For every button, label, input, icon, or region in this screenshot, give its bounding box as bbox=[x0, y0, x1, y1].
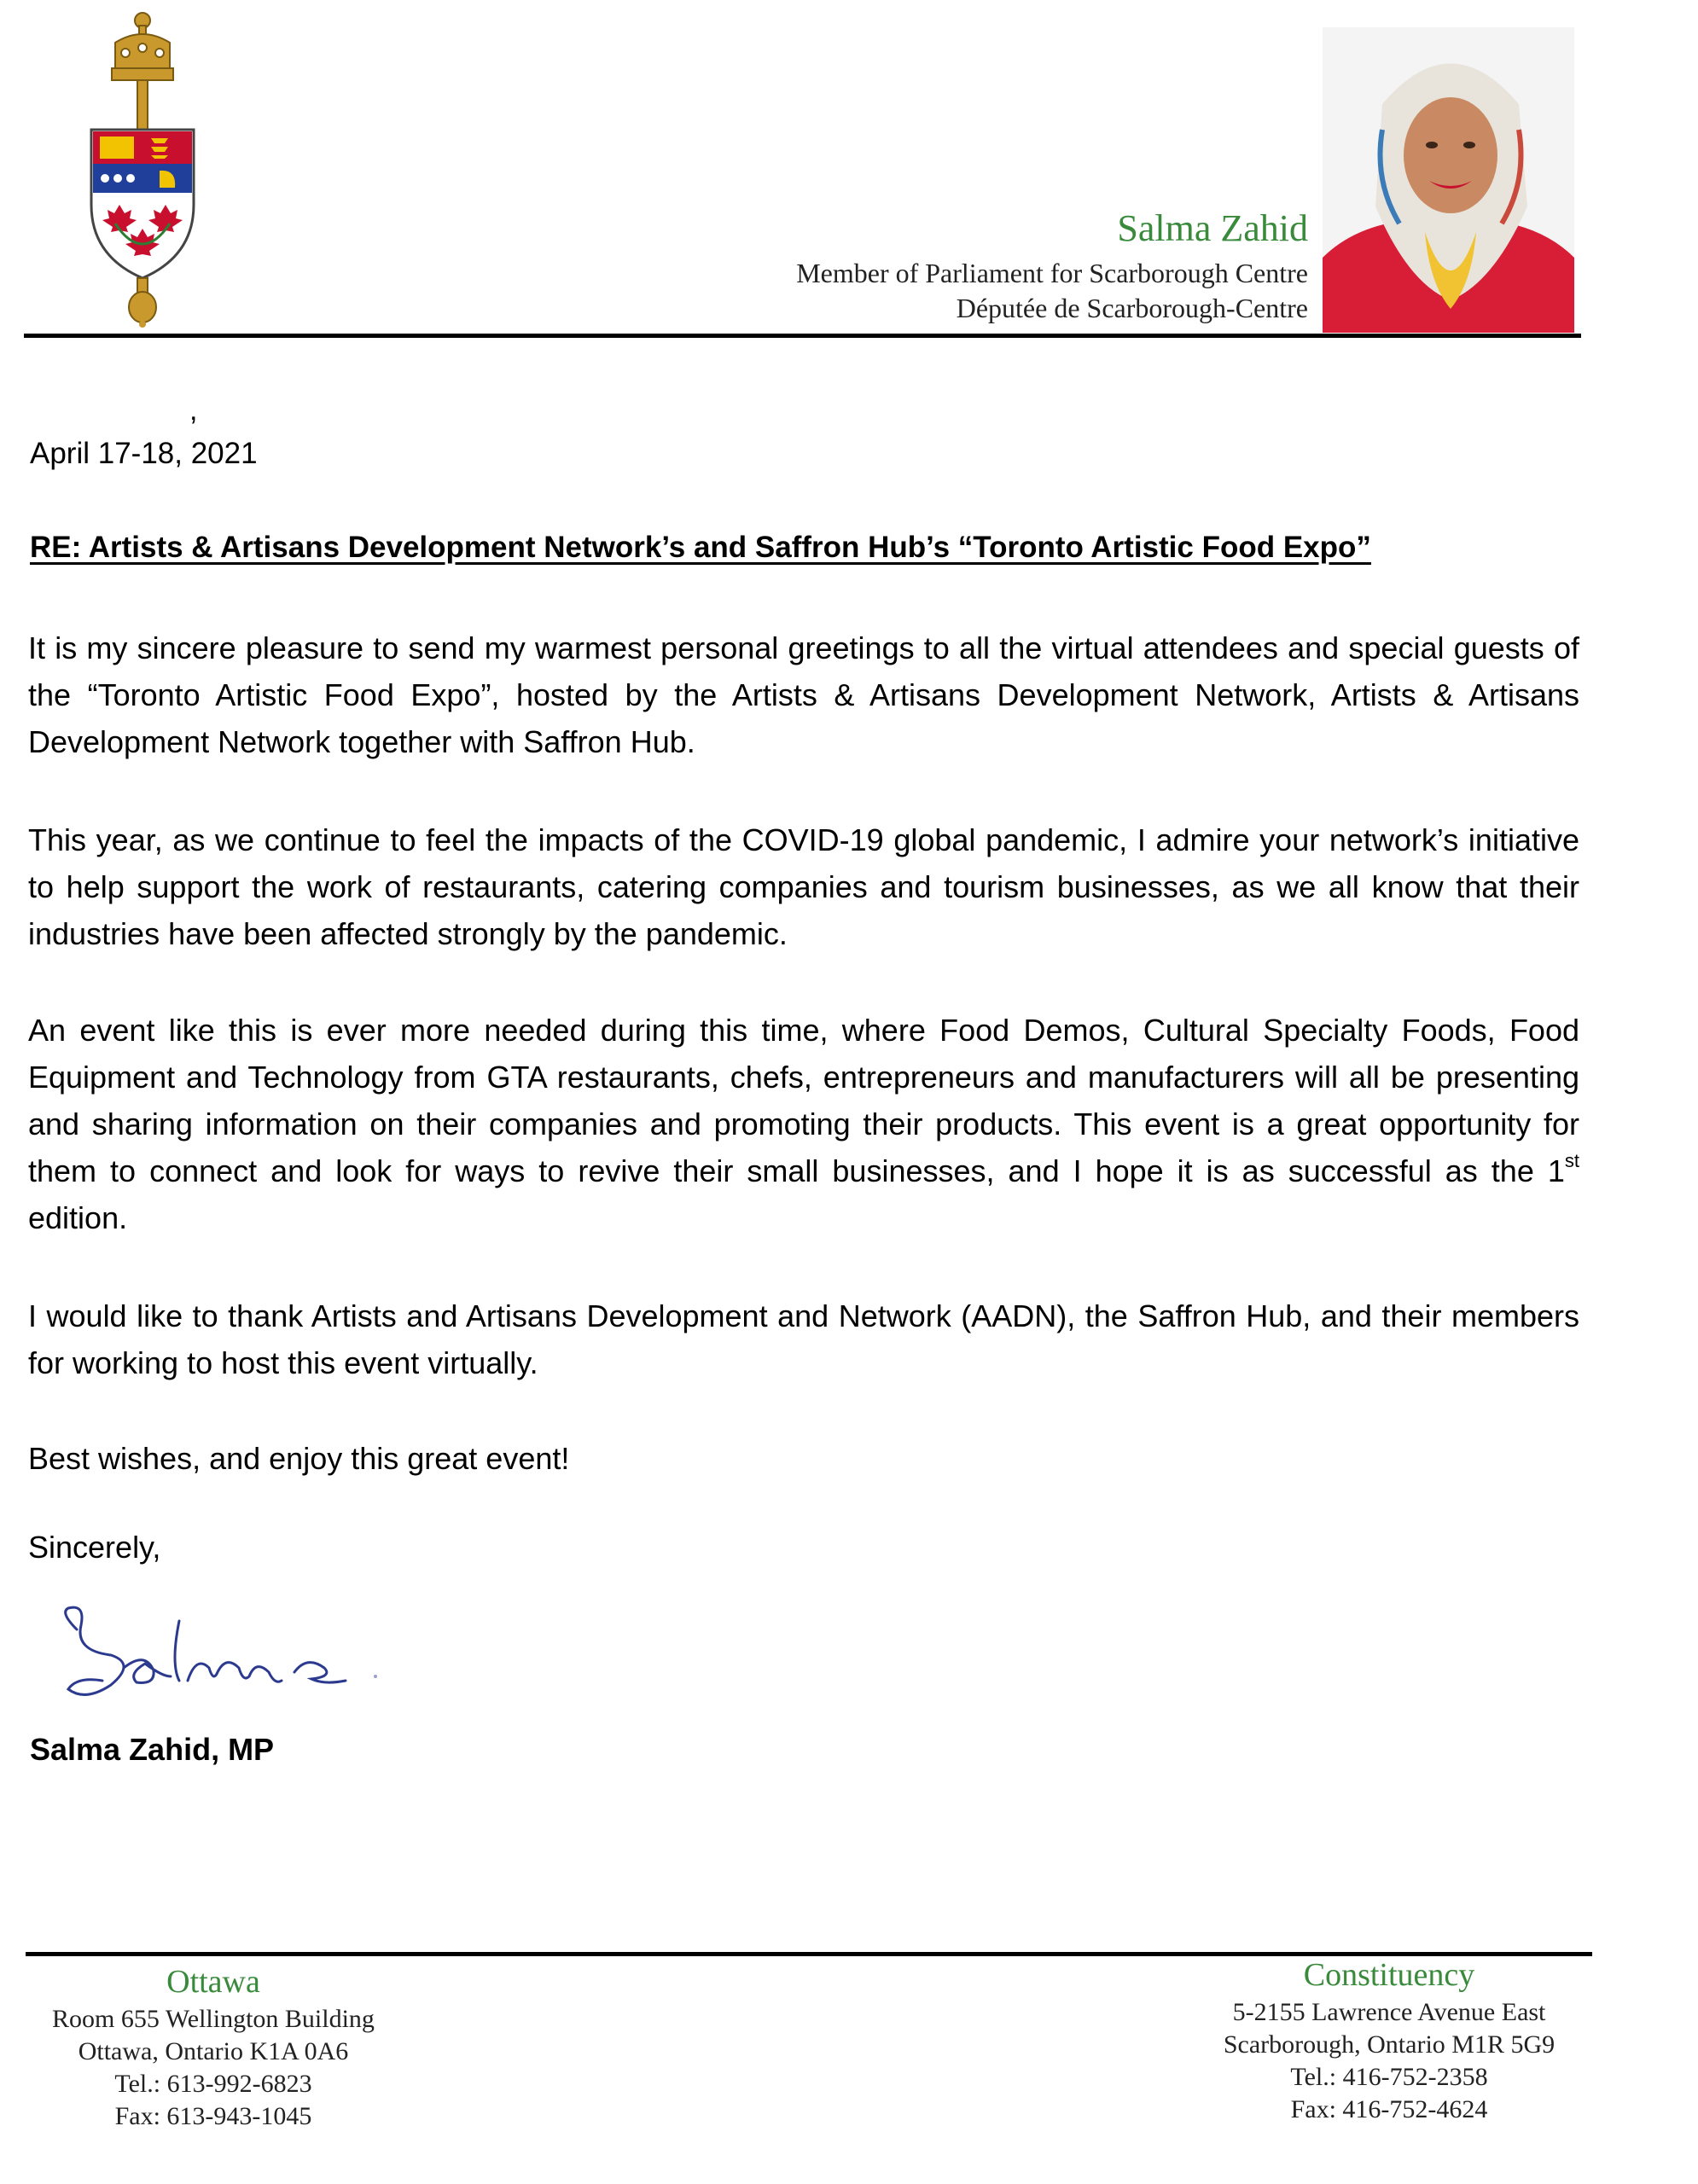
footer-ottawa-heading: Ottawa bbox=[166, 1964, 260, 2000]
letter-signoff: Sincerely, bbox=[28, 1530, 161, 1565]
footer-ottawa-address-1: Room 655 Wellington Building bbox=[52, 2005, 375, 2033]
header-title-english: Member of Parliament for Scarborough Centre bbox=[796, 258, 1308, 288]
footer-constituency-address-1: 5-2155 Lawrence Avenue East bbox=[1232, 1998, 1546, 2026]
handwritten-signature bbox=[51, 1604, 410, 1706]
paragraph-pandemic: This year, as we continue to feel the impacts of the COVID-19 global pandemic, I admire your network’s initiative to help support the work of restaurants, catering companies and tourism businesses, as we all know that their industries have been affected strongly by the pandemic. bbox=[28, 822, 1579, 951]
signer-name: Salma Zahid, MP bbox=[30, 1732, 275, 1767]
footer-ottawa-address-2: Ottawa, Ontario K1A 0A6 bbox=[78, 2037, 349, 2065]
footer-constituency-office bbox=[1184, 1954, 1594, 2126]
footer-constituency-fax: Fax: 416-752-4624 bbox=[1290, 2095, 1488, 2123]
paragraph-thanks: I would like to thank Artists and Artisans Development and Network (AADN), the Saffron Hub, and their members for working to host this event virtually. bbox=[28, 1298, 1579, 1380]
letter-date: April 17-18, 2021 bbox=[30, 437, 258, 470]
header-title-french: Députée de Scarborough-Centre bbox=[956, 293, 1308, 323]
footer-ottawa-fax: Fax: 613-943-1045 bbox=[114, 2102, 312, 2130]
paragraph-event bbox=[28, 1007, 1579, 1241]
footer-constituency-address-2: Scarborough, Ontario M1R 5G9 bbox=[1223, 2030, 1556, 2059]
paragraph-event-end: edition. bbox=[28, 1200, 128, 1235]
paragraph-greeting: It is my sincere pleasure to send my warmest personal greetings to all the virtual attendees and special guests of the “Toronto Artistic Food Expo”, hosted by the Artists & Artisans Development Network, Artists & Artisans Development Network together with Saffron Hub. bbox=[28, 630, 1579, 759]
paragraph-event-text: An event like this is ever more needed during this time, where Food Demos, Cultural Specialty Foods, Food Equipment and Technology from GTA restaurants, chefs, entrepreneurs and manufacturers will all be presenting and sharing information on their companies and promoting their products. This event is a great opportunity for them to connect and look for ways to revive their small businesses, and I hope it is as successful as the 1 bbox=[28, 1013, 1579, 1188]
footer-constituency-tel: Tel.: 416-752-2358 bbox=[1290, 2063, 1488, 2091]
mp-portrait-photo bbox=[1323, 27, 1574, 333]
header-divider bbox=[24, 334, 1581, 338]
footer-ottawa-tel: Tel.: 613-992-6823 bbox=[114, 2070, 312, 2098]
ordinal-superscript: st bbox=[1564, 1150, 1579, 1171]
letter-subject: RE: Artists & Artisans Development Network’s and Saffron Hub’s “Toronto Artistic Food Expo” bbox=[30, 531, 1371, 564]
stray-mark: , bbox=[189, 394, 198, 427]
header-mp-name: Salma Zahid bbox=[1117, 207, 1308, 249]
house-of-commons-crest bbox=[81, 9, 205, 328]
footer-constituency-heading: Constituency bbox=[1303, 1957, 1475, 1993]
paragraph-wishes: Best wishes, and enjoy this great event! bbox=[28, 1441, 570, 1476]
footer-ottawa-office bbox=[26, 1960, 401, 2133]
